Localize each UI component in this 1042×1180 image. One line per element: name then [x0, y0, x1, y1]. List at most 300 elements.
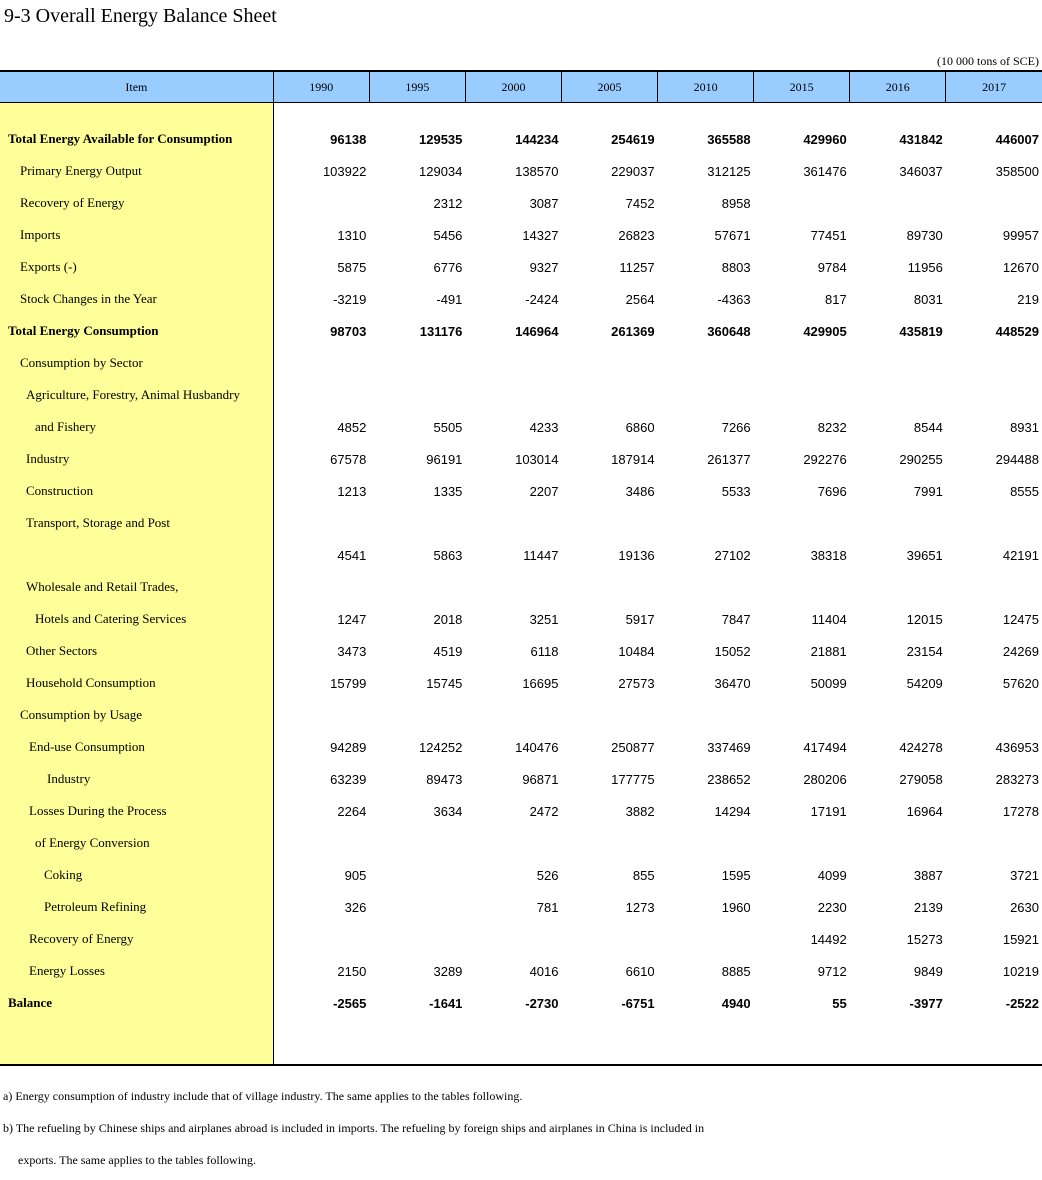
value-cell: 8885: [721, 963, 751, 979]
unit-label: (10 000 tons of SCE): [937, 54, 1039, 68]
value-cell: [369, 699, 465, 731]
value-cell: [946, 507, 1042, 539]
row-label: Household Consumption: [0, 667, 273, 699]
value-cell: 15273: [906, 931, 943, 947]
value-cell: 36470: [714, 675, 751, 691]
value-cell: [850, 187, 946, 219]
row-label: Energy Losses: [0, 955, 273, 987]
value-cell: 24269: [1002, 643, 1039, 659]
value-cell: 1247: [337, 611, 367, 627]
value-cell: [850, 699, 946, 731]
value-cell: 4233: [529, 419, 559, 435]
value-cell: [850, 827, 946, 859]
value-cell: 290255: [899, 451, 943, 467]
table-bottom-rule: [0, 1019, 1042, 1065]
row-label: Industry: [0, 443, 273, 475]
row-label: and Fishery: [0, 411, 273, 443]
value-cell: 96191: [426, 451, 463, 467]
value-cell: 219: [1017, 291, 1039, 307]
value-cell: 144234: [515, 131, 559, 147]
value-cell: 3087: [529, 195, 559, 211]
value-cell: 4541: [337, 547, 367, 563]
value-cell: -2424: [525, 291, 559, 307]
value-cell: 129034: [419, 163, 463, 179]
value-cell: 781: [536, 899, 559, 915]
value-cell: 146964: [515, 323, 559, 339]
table-row: [0, 795, 1042, 827]
value-cell: 26823: [618, 227, 655, 243]
value-cell: [561, 379, 657, 411]
row-label: Recovery of Energy: [0, 923, 273, 955]
value-cell: [754, 507, 850, 539]
value-cell: 11257: [619, 259, 655, 275]
value-cell: 8958: [721, 195, 751, 211]
value-cell: -3219: [333, 291, 367, 307]
value-cell: [369, 827, 465, 859]
value-cell: 2150: [337, 963, 367, 979]
table-row: [0, 763, 1042, 795]
value-cell: 429960: [803, 131, 847, 147]
value-cell: 436953: [995, 739, 1039, 755]
table-row: [0, 379, 1042, 411]
value-cell: 14294: [714, 803, 751, 819]
row-label: Consumption by Sector: [0, 347, 273, 379]
header-item: Item: [0, 71, 273, 103]
value-cell: [946, 571, 1042, 603]
value-cell: 12475: [1002, 611, 1039, 627]
row-label: Recovery of Energy: [0, 187, 273, 219]
value-cell: 238652: [707, 771, 751, 787]
value-cell: 250877: [611, 739, 655, 755]
table-row: [0, 731, 1042, 763]
value-cell: 17191: [810, 803, 847, 819]
value-cell: 4099: [817, 867, 847, 883]
value-cell: 7696: [817, 483, 847, 499]
value-cell: [754, 699, 850, 731]
row-label: Total Energy Available for Consumption: [0, 123, 273, 155]
value-cell: 2564: [625, 291, 655, 307]
value-cell: [465, 507, 561, 539]
value-cell: -6751: [621, 995, 655, 1011]
value-cell: [658, 379, 754, 411]
value-cell: 1335: [433, 483, 463, 499]
value-cell: [754, 347, 850, 379]
row-label: Losses During the Process: [0, 795, 273, 827]
table-row: [0, 219, 1042, 251]
row-label: Agriculture, Forestry, Animal Husbandry: [0, 379, 273, 411]
energy-balance-table: [0, 70, 1042, 1066]
value-cell: 7991: [913, 483, 943, 499]
table-row: [0, 571, 1042, 603]
value-cell: 138570: [515, 163, 559, 179]
value-cell: 2207: [529, 483, 559, 499]
value-cell: -1641: [429, 995, 463, 1011]
value-cell: [561, 699, 657, 731]
value-cell: 7452: [625, 195, 655, 211]
value-cell: 4016: [529, 963, 559, 979]
value-cell: 99957: [1002, 227, 1039, 243]
value-cell: 9784: [817, 259, 847, 275]
value-cell: 3473: [337, 643, 367, 659]
value-cell: 16964: [906, 803, 943, 819]
value-cell: 89730: [906, 227, 943, 243]
value-cell: 10219: [1002, 963, 1039, 979]
value-cell: [273, 347, 369, 379]
value-cell: 9712: [817, 963, 847, 979]
item-cell: [0, 103, 273, 124]
value-cell: 855: [632, 867, 655, 883]
header-year: 2000: [465, 71, 561, 103]
row-label: Hotels and Catering Services: [0, 603, 273, 635]
value-cell: 12015: [906, 611, 943, 627]
value-cell: 3887: [913, 867, 943, 883]
table-row: [0, 347, 1042, 379]
row-label: Other Sectors: [0, 635, 273, 667]
value-cell: [658, 347, 754, 379]
value-cell: 3882: [625, 803, 655, 819]
value-cell: [754, 571, 850, 603]
row-label: Construction: [0, 475, 273, 507]
page-title: 9-3 Overall Energy Balance Sheet: [4, 5, 277, 27]
value-cell: 103922: [322, 163, 367, 179]
footnote-b-continued: exports. The same applies to the tables following.: [18, 1153, 257, 1167]
value-cell: 11404: [811, 611, 847, 627]
row-label: Consumption by Usage: [0, 699, 273, 731]
value-cell: 54209: [906, 675, 943, 691]
value-cell: [850, 507, 946, 539]
value-cell: 2139: [913, 899, 943, 915]
value-cell: [369, 379, 465, 411]
value-cell: 446007: [995, 131, 1039, 147]
value-cell: [658, 827, 754, 859]
table-row: [0, 603, 1042, 635]
value-cell: 94289: [330, 739, 367, 755]
value-cell: [273, 571, 369, 603]
value-cell: 360648: [707, 323, 751, 339]
value-cell: [273, 379, 369, 411]
value-cell: -4363: [717, 291, 751, 307]
value-cell: [754, 827, 850, 859]
value-cell: -2565: [333, 995, 367, 1011]
row-label: Wholesale and Retail Trades,: [0, 571, 273, 603]
value-cell: [465, 923, 561, 955]
table-row: [0, 507, 1042, 539]
value-cell: [561, 827, 657, 859]
value-cell: 8803: [721, 259, 751, 275]
value-cell: 3634: [433, 803, 463, 819]
value-cell: [946, 827, 1042, 859]
value-cell: 103014: [515, 451, 559, 467]
value-cell: 140476: [515, 739, 559, 755]
table-row: [0, 155, 1042, 187]
header-year: 2016: [850, 71, 946, 103]
value-cell: 11956: [907, 259, 943, 275]
value-cell: 358500: [995, 163, 1039, 179]
value-cell: 8555: [1010, 483, 1039, 499]
value-cell: [273, 507, 369, 539]
value-cell: 1273: [625, 899, 655, 915]
table-row: [0, 251, 1042, 283]
value-cell: [850, 571, 946, 603]
value-cell: 3289: [433, 963, 463, 979]
value-cell: [850, 379, 946, 411]
value-cell: 261369: [611, 323, 655, 339]
value-cell: 6610: [625, 963, 655, 979]
value-cell: 279058: [899, 771, 943, 787]
value-cell: 5917: [625, 611, 655, 627]
value-cell: 16695: [522, 675, 559, 691]
header-year: 1995: [369, 71, 465, 103]
row-label: Exports (-): [0, 251, 273, 283]
value-cell: 817: [825, 291, 847, 307]
value-cell: 96871: [522, 771, 559, 787]
table-row: [0, 411, 1042, 443]
value-cell: 2018: [433, 611, 463, 627]
footnote-a: a) Energy consumption of industry include that of village industry. The same applies to the tables following.: [3, 1089, 523, 1103]
value-cell: [946, 379, 1042, 411]
table-row: [0, 635, 1042, 667]
value-cell: 6118: [530, 643, 559, 659]
table-row: [0, 283, 1042, 315]
value-cell: 8232: [817, 419, 847, 435]
row-label: Stock Changes in the Year: [0, 283, 273, 315]
value-cell: 57671: [714, 227, 751, 243]
value-cell: -3977: [909, 995, 943, 1011]
value-cell: 2264: [337, 803, 367, 819]
value-cell: 19136: [618, 547, 655, 563]
value-cell: 5875: [337, 259, 367, 275]
value-cell: 5533: [721, 483, 751, 499]
value-cell: [369, 507, 465, 539]
value-cell: 38318: [810, 547, 847, 563]
value-cell: 1960: [721, 899, 751, 915]
header-year: 2005: [561, 71, 657, 103]
header-year: 2010: [658, 71, 754, 103]
row-label: Primary Energy Output: [0, 155, 273, 187]
value-cell: 312125: [707, 163, 751, 179]
value-cell: 11447: [523, 547, 559, 563]
value-cell: 96138: [330, 131, 367, 147]
value-cell: -2730: [525, 995, 559, 1011]
table-header-row: [0, 71, 1042, 103]
table-row: [0, 923, 1042, 955]
value-cell: 7847: [721, 611, 751, 627]
value-cell: [850, 347, 946, 379]
table-row: [0, 827, 1042, 859]
row-label: Petroleum Refining: [0, 891, 273, 923]
value-cell: 15799: [330, 675, 367, 691]
value-cell: [465, 827, 561, 859]
header-year: 1990: [273, 71, 369, 103]
value-cell: 12670: [1002, 259, 1039, 275]
value-cell: 8544: [913, 419, 943, 435]
value-cell: 5863: [433, 547, 463, 563]
value-cell: [369, 347, 465, 379]
value-cell: [369, 571, 465, 603]
value-cell: 4519: [433, 643, 463, 659]
value-cell: 280206: [803, 771, 847, 787]
value-cell: 1595: [721, 867, 751, 883]
row-label: Imports: [0, 219, 273, 251]
value-cell: [273, 827, 369, 859]
value-cell: 57620: [1002, 675, 1039, 691]
header-year: 2017: [946, 71, 1042, 103]
value-cell: [465, 347, 561, 379]
value-cell: 3486: [625, 483, 655, 499]
value-cell: 89473: [426, 771, 463, 787]
value-cell: 67578: [330, 451, 367, 467]
value-cell: [658, 507, 754, 539]
value-cell: 2312: [433, 195, 463, 211]
value-cell: 292276: [803, 451, 847, 467]
value-cell: 124252: [419, 739, 463, 755]
spacer-row: [0, 103, 1042, 124]
value-cell: 361476: [803, 163, 847, 179]
value-cell: 2630: [1010, 899, 1039, 915]
value-cell: 2472: [529, 803, 559, 819]
value-cell: [561, 507, 657, 539]
value-cell: 55: [832, 995, 847, 1011]
value-cell: 326: [344, 899, 367, 915]
table-row: [0, 955, 1042, 987]
value-cell: 77451: [810, 227, 847, 243]
row-label: End-use Consumption: [0, 731, 273, 763]
value-cell: 7266: [721, 419, 751, 435]
value-cell: 254619: [611, 131, 655, 147]
table-row: [0, 187, 1042, 219]
value-cell: 27102: [714, 547, 751, 563]
value-cell: [369, 859, 465, 891]
footnote-b: b) The refueling by Chinese ships and airplanes abroad is included in imports. The refueling by foreign ships and airplanes in China is included in: [3, 1121, 705, 1135]
value-cell: [946, 347, 1042, 379]
value-cell: 283273: [995, 771, 1039, 787]
value-cell: 8931: [1010, 419, 1039, 435]
value-cell: 15052: [714, 643, 751, 659]
value-cell: [658, 923, 754, 955]
value-cell: 50099: [810, 675, 847, 691]
value-cell: 337469: [707, 739, 751, 755]
row-label: Coking: [0, 859, 273, 891]
footnotes: [3, 1084, 704, 1180]
value-cell: 177775: [611, 771, 655, 787]
row-label: Balance: [0, 987, 273, 1019]
value-cell: 435819: [899, 323, 943, 339]
value-cell: 27573: [618, 675, 655, 691]
value-cell: 129535: [419, 131, 463, 147]
value-cell: [273, 923, 369, 955]
value-cell: 229037: [611, 163, 655, 179]
value-cell: 4940: [721, 995, 751, 1011]
row-label: of Energy Conversion: [0, 827, 273, 859]
value-cell: 294488: [995, 451, 1039, 467]
value-cell: 6776: [433, 259, 463, 275]
value-cell: [658, 699, 754, 731]
value-cell: [754, 187, 850, 219]
value-cell: 23154: [906, 643, 943, 659]
value-cell: 14327: [522, 227, 559, 243]
value-cell: 346037: [899, 163, 943, 179]
row-label: [0, 539, 273, 571]
value-cell: -2522: [1005, 995, 1039, 1011]
table-row: [0, 891, 1042, 923]
table-row: [0, 315, 1042, 347]
value-cell: 42191: [1002, 547, 1039, 563]
value-cell: 526: [536, 867, 559, 883]
value-cell: 8031: [913, 291, 943, 307]
value-cell: 131176: [419, 323, 463, 339]
table-row: [0, 123, 1042, 155]
value-cell: [946, 187, 1042, 219]
value-cell: [946, 699, 1042, 731]
value-cell: [561, 923, 657, 955]
table-row: [0, 987, 1042, 1019]
table-row: [0, 859, 1042, 891]
row-label: Industry: [0, 763, 273, 795]
value-cell: 4852: [337, 419, 367, 435]
value-cell: [754, 379, 850, 411]
table-row: [0, 475, 1042, 507]
value-cell: 187914: [611, 451, 655, 467]
value-cell: 429905: [803, 323, 847, 339]
row-label: Transport, Storage and Post: [0, 507, 273, 539]
value-cell: 905: [344, 867, 367, 883]
value-cell: [561, 347, 657, 379]
value-cell: 424278: [899, 739, 943, 755]
value-cell: 39651: [906, 547, 943, 563]
value-cell: 63239: [330, 771, 367, 787]
value-cell: 431842: [899, 131, 943, 147]
value-cell: -491: [436, 291, 463, 307]
table-row: [0, 699, 1042, 731]
value-cell: [561, 571, 657, 603]
value-cell: 15921: [1002, 931, 1039, 947]
value-cell: [369, 891, 465, 923]
value-cell: 261377: [707, 451, 751, 467]
value-cell: 1213: [337, 483, 367, 499]
value-cell: [273, 699, 369, 731]
value-cell: 98703: [330, 323, 367, 339]
value-cell: 1310: [337, 227, 367, 243]
value-cell: [369, 923, 465, 955]
value-cell: 17278: [1002, 803, 1039, 819]
row-label: Total Energy Consumption: [0, 315, 273, 347]
value-cell: 15745: [426, 675, 463, 691]
value-cell: [465, 379, 561, 411]
value-cell: 3251: [529, 611, 559, 627]
value-cell: 365588: [707, 131, 751, 147]
value-cell: 9849: [913, 963, 943, 979]
value-cell: 417494: [803, 739, 847, 755]
value-cell: 3721: [1010, 867, 1039, 883]
value-cell: 21881: [810, 643, 847, 659]
value-cell: [273, 187, 369, 219]
value-cell: [465, 699, 561, 731]
value-cell: 5505: [433, 419, 463, 435]
value-cell: 6860: [625, 419, 655, 435]
value-cell: 10484: [618, 643, 655, 659]
value-cell: 14492: [810, 931, 847, 947]
value-cell: 5456: [433, 227, 463, 243]
value-cell: 2230: [817, 899, 847, 915]
value-cell: [465, 571, 561, 603]
table-row: [0, 443, 1042, 475]
value-cell: 9327: [529, 259, 559, 275]
value-cell: [658, 571, 754, 603]
table-row: [0, 539, 1042, 571]
header-year: 2015: [754, 71, 850, 103]
value-cell: 448529: [995, 323, 1039, 339]
table-row: [0, 667, 1042, 699]
